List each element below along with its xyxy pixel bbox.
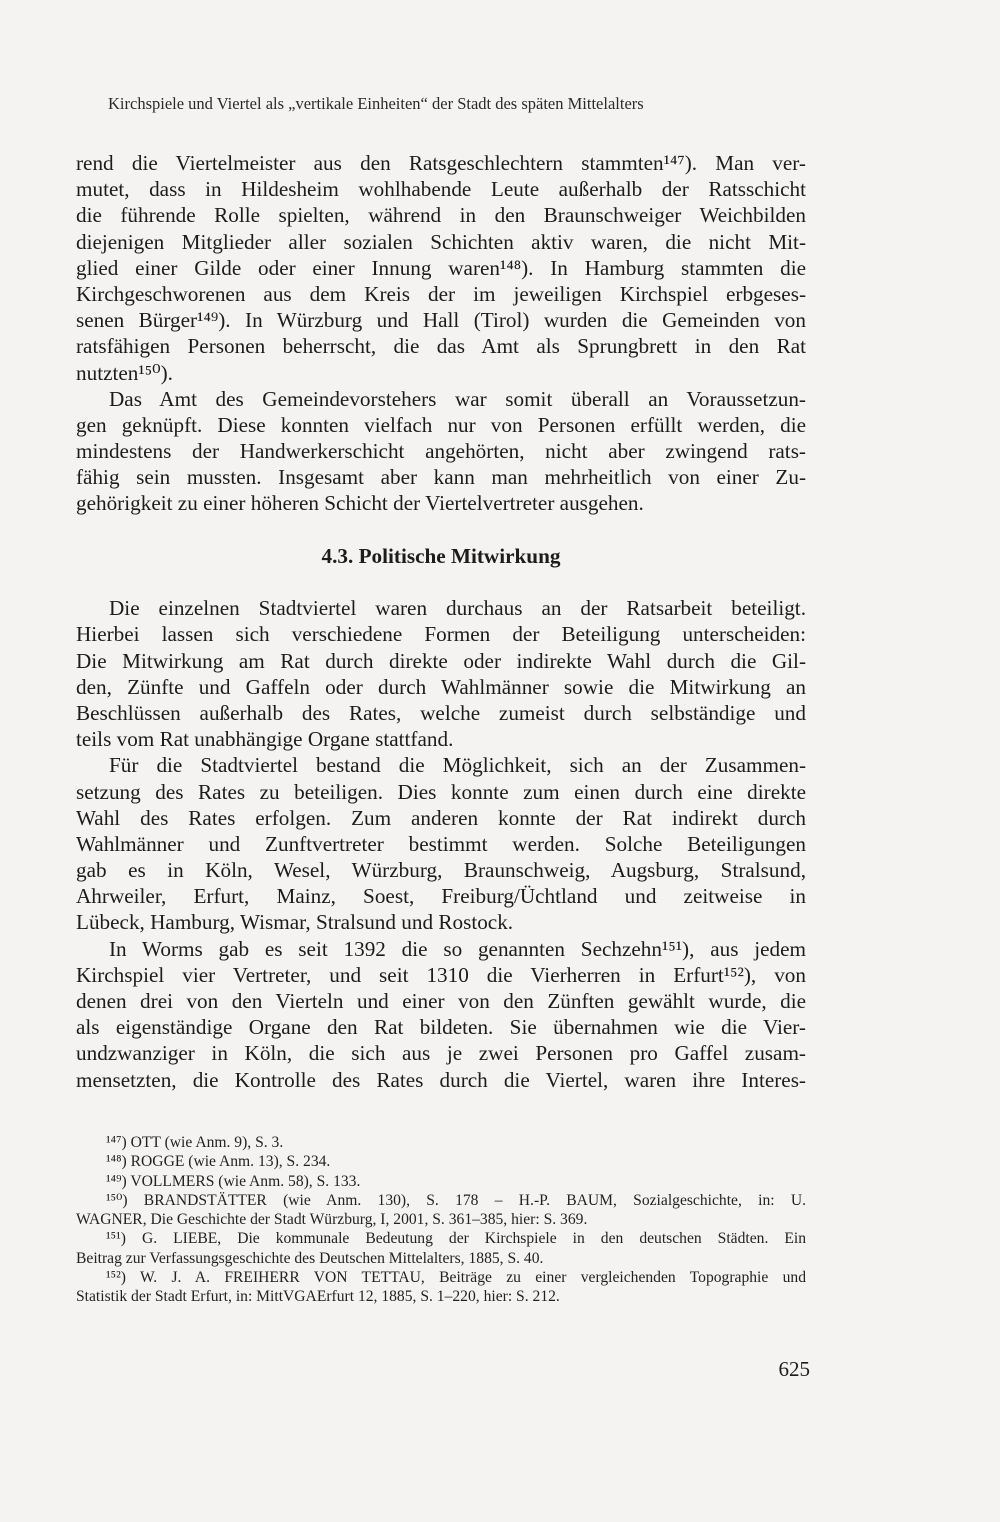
text-line: Das Amt des Gemeindevorstehers war somit überall an Voraussetzun- — [109, 386, 806, 411]
footnote: ¹⁵⁰) BRANDSTÄTTER (wie Anm. 130), S. 178 – H.-P. BAUM, Sozialgeschichte, in: U. — [106, 1191, 806, 1209]
text-line: mutet, dass in Hildesheim wohlhabende Leute außerhalb der Ratsschicht — [76, 177, 806, 202]
footnote: ¹⁵²) W. J. A. FREIHERR VON TETTAU, Beiträge zu einer vergleichenden Topographie und — [106, 1269, 806, 1287]
text-line: setzung des Rates zu beteiligen. Dies konnte zum einen durch eine direkte — [76, 779, 806, 804]
text-line: Wahlmänner und Zunftvertreter bestimmt werden. Solche Beteiligungen — [76, 831, 806, 856]
text-line: die führende Rolle spielten, während in den Braunschweiger Weichbilden — [76, 203, 806, 228]
text-line: glied einer Gilde oder einer Innung waren¹⁴⁸). In Hamburg stammten die — [76, 255, 806, 280]
text-line: gen geknüpft. Diese konnten vielfach nur von Personen erfüllt werden, die — [76, 412, 806, 437]
text-line: undzwanziger in Köln, die sich aus je zwei Personen pro Gaffel zusam- — [76, 1041, 806, 1066]
text-line: Lübeck, Hamburg, Wismar, Stralsund und Rostock. — [76, 910, 514, 935]
text-line: Kirchgeschworenen aus dem Kreis der im jeweiligen Kirchspiel erbgeses- — [76, 281, 806, 306]
text-line: Wahl des Rates erfolgen. Zum anderen konnte der Rat indirekt durch — [76, 805, 806, 830]
text-line: Die einzelnen Stadtviertel waren durchaus an der Ratsarbeit beteiligt. — [109, 596, 806, 621]
text-line: als eigenständige Organe den Rat bildeten. Sie übernahmen wie die Vier- — [76, 1015, 806, 1040]
text-line: In Worms gab es seit 1392 die so genannten Sechzehn¹⁵¹), aus jedem — [109, 936, 806, 961]
footnote: ¹⁴⁸) ROGGE (wie Anm. 13), S. 234. — [106, 1153, 331, 1171]
footnote: ¹⁵¹) G. LIEBE, Die kommunale Bedeutung der Kirchspiele in den deutschen Städten. Ein — [106, 1230, 806, 1248]
text-line: Beschlüssen außerhalb des Rates, welche zumeist durch selbständige und — [76, 700, 806, 725]
text-line: Ahrweiler, Erfurt, Mainz, Soest, Freiburg/Üchtland und zeitweise in — [76, 884, 806, 909]
text-line: gab es in Köln, Wesel, Würzburg, Braunschweig, Augsburg, Stralsund, — [76, 858, 806, 883]
footnote-continuation: Statistik der Stadt Erfurt, in: MittVGAErfurt 12, 1885, S. 1–220, hier: S. 212. — [76, 1288, 560, 1306]
text-line: rend die Viertelmeister aus den Ratsgeschlechtern stammten¹⁴⁷). Man ver- — [76, 151, 806, 175]
text-line: Für die Stadtviertel bestand die Möglichkeit, sich an der Zusammen- — [109, 753, 806, 778]
text-line: Kirchspiel vier Vertreter, und seit 1310 die Vierherren in Erfurt¹⁵²), von — [76, 962, 806, 987]
text-line: gehörigkeit zu einer höheren Schicht der Viertelvertreter ausgehen. — [76, 491, 644, 516]
text-line: denen drei von den Vierteln und einer von den Zünften gewählt wurde, die — [76, 989, 806, 1014]
text-line: teils vom Rat unabhängige Organe stattfand. — [76, 727, 454, 752]
section-heading: 4.3. Politische Mitwirkung — [321, 543, 561, 568]
footnote: ¹⁴⁹) VOLLMERS (wie Anm. 58), S. 133. — [106, 1172, 361, 1190]
text-line: Hierbei lassen sich verschiedene Formen der Beteiligung unterscheiden: — [76, 622, 806, 647]
text-line: diejenigen Mitglieder aller sozialen Schichten aktiv waren, die nicht Mit- — [76, 229, 806, 254]
footnote-continuation: Beitrag zur Verfassungsgeschichte des Deutschen Mittelalters, 1885, S. 40. — [76, 1249, 544, 1267]
text-line: Die Mitwirkung am Rat durch direkte oder indirekte Wahl durch die Gil- — [76, 648, 806, 673]
main-text — [76, 150, 806, 1093]
text-line: nutzten¹⁵⁰). — [76, 360, 173, 385]
text-line: den, Zünfte und Gaffeln oder durch Wahlmänner sowie die Mitwirkung an — [76, 674, 806, 699]
text-line: fähig sein mussten. Insgesamt aber kann man mehrheitlich von einer Zu- — [76, 465, 806, 490]
footnote-continuation: WAGNER, Die Geschichte der Stadt Würzburg, I, 2001, S. 361–385, hier: S. 369. — [76, 1211, 588, 1229]
text-line: mindestens der Handwerkerschicht angehörten, nicht aber zwingend rats- — [76, 439, 806, 464]
text-line: mensetzten, die Kontrolle des Rates durch die Viertel, waren ihre Interes- — [76, 1067, 806, 1092]
running-head: Kirchspiele und Viertel als „vertikale Einheiten“ der Stadt des späten Mittelalters — [108, 94, 644, 113]
footnote: ¹⁴⁷) OTT (wie Anm. 9), S. 3. — [106, 1134, 284, 1151]
text-line: senen Bürger¹⁴⁹). In Würzburg und Hall (Tirol) wurden die Gemeinden von — [76, 308, 806, 333]
text-line: ratsfähigen Personen beherrscht, die das Amt als Sprungbrett in den Rat — [76, 334, 806, 359]
footnotes — [76, 1133, 806, 1307]
page-number: 625 — [778, 1357, 810, 1381]
